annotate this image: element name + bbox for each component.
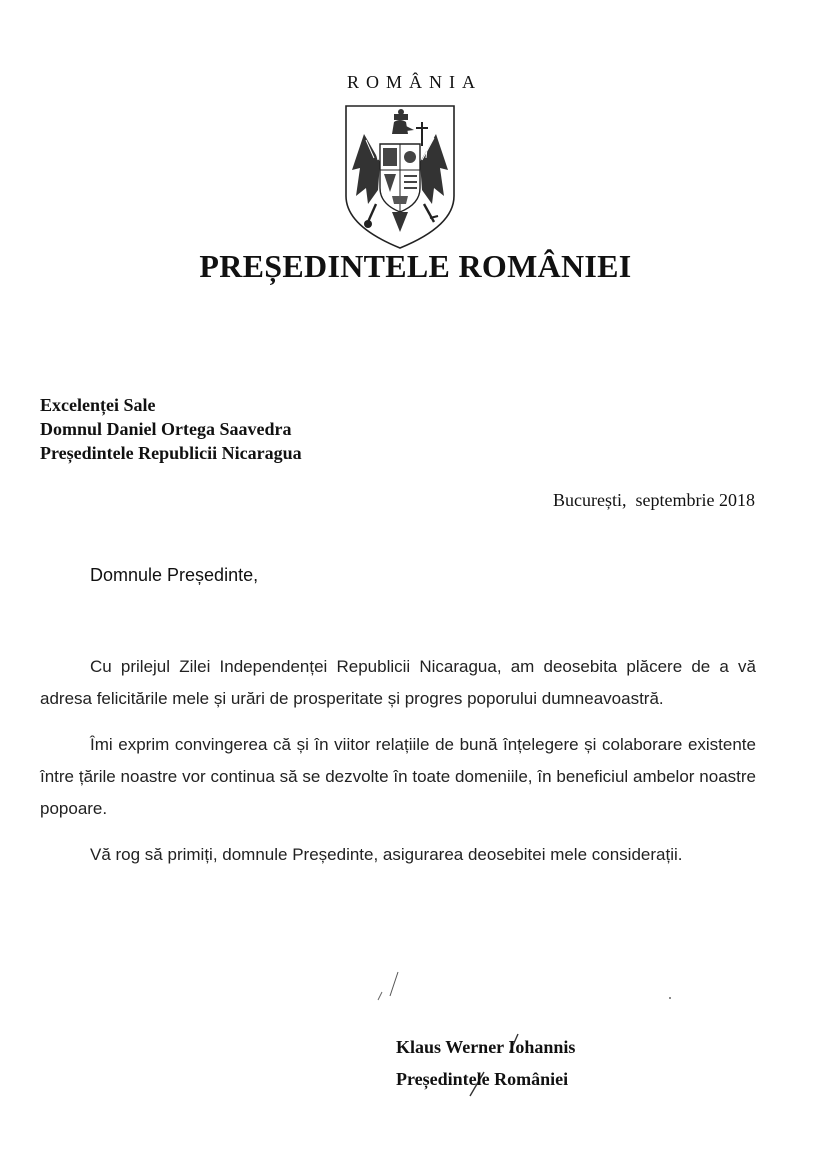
salutation: Domnule Președinte,	[90, 565, 259, 585]
place-and-date: București, septembrie 2018	[553, 490, 755, 510]
letterhead-country: ROMÂNIA	[346, 72, 482, 92]
signatory-name: Klaus Werner Iohannis	[396, 1037, 576, 1057]
signatory-role: Președintele României	[396, 1069, 569, 1089]
paragraph: Îmi exprim convingerea că și în viitor relațiile de bună înțelegere și colaborare existente între țările noastre vor continua să se dezvolte în toate domeniile, în beneficiul ambelor noastre popoare.	[40, 735, 756, 818]
recipient-honorific: Excelenței Sale	[40, 395, 156, 415]
paragraph: Cu prilejul Zilei Independenței Republicii Nicaragua, am deosebita plăcere de a vă adresa felicitările mele și urări de prosperitate și progres poporului dumneavoastră.	[40, 657, 756, 708]
recipient-name: Domnul Daniel Ortega Saavedra	[40, 419, 292, 439]
paragraph: Vă rog să primiți, domnule Președinte, asigurarea deosebitei mele considerații.	[90, 845, 683, 864]
recipient-block	[40, 393, 302, 465]
coat-of-arms-icon	[342, 100, 458, 252]
signature-block	[396, 1031, 575, 1095]
letterhead-title: PREȘEDINTELE ROMÂNIEI	[199, 248, 632, 284]
letter-body	[40, 651, 756, 885]
recipient-title: Președintele Republicii Nicaragua	[40, 443, 302, 463]
